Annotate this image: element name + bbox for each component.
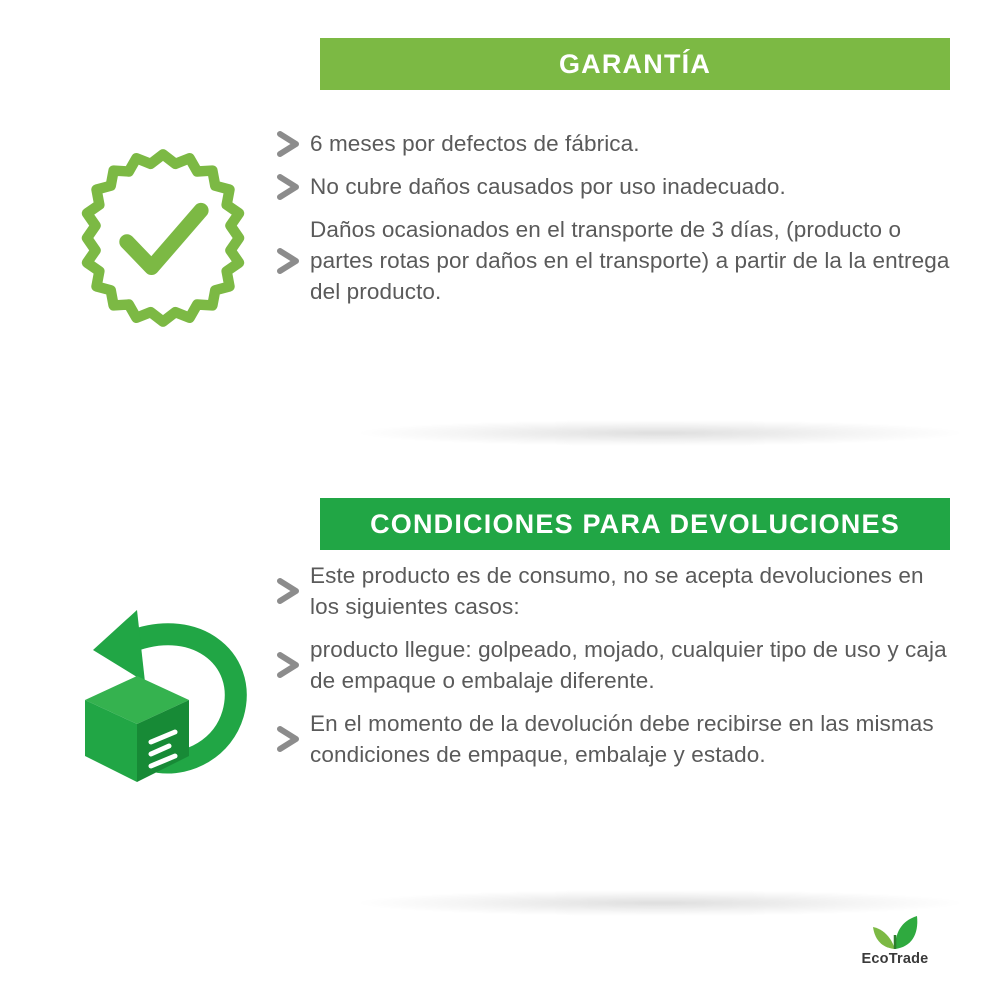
list-item <box>268 214 958 307</box>
chevron-right-icon <box>268 725 310 753</box>
chevron-right-icon <box>268 651 310 679</box>
warranty-banner <box>320 38 950 90</box>
returns-bullet-1: Este producto es de consumo, no se acepta devoluciones en los siguientes casos: <box>310 563 924 619</box>
list-item <box>268 708 958 770</box>
warranty-bullet-3: Daños ocasionados en el transporte de 3 días, (producto o partes rotas por daños en el transporte) a partir de la la entrega del producto. <box>310 217 950 304</box>
list-item <box>268 128 958 159</box>
brand-name: EcoTrade <box>861 951 929 967</box>
list-item <box>268 171 958 202</box>
warranty-bullet-2: No cubre daños causados por uso inadecuado. <box>310 174 786 199</box>
brand-logo <box>845 905 945 967</box>
return-box-icon <box>55 583 270 803</box>
leaf-icon <box>869 913 921 951</box>
chevron-right-icon <box>268 130 310 158</box>
warranty-bullet-1: 6 meses por defectos de fábrica. <box>310 131 640 156</box>
section-divider-shadow <box>360 420 960 446</box>
check-badge-icon <box>55 133 270 343</box>
returns-bullet-2: producto llegue: golpeado, mojado, cualquier tipo de uso y caja de empaque o embalaje diferente. <box>310 637 947 693</box>
warranty-bullet-list <box>268 128 958 319</box>
list-item <box>268 634 958 696</box>
returns-bullet-list <box>268 560 958 782</box>
returns-banner-title: CONDICIONES PARA DEVOLUCIONES <box>370 508 900 539</box>
list-item <box>268 560 958 622</box>
chevron-right-icon <box>268 247 310 275</box>
chevron-right-icon <box>268 577 310 605</box>
warranty-banner-title: GARANTÍA <box>558 48 712 79</box>
returns-bullet-3: En el momento de la devolución debe recibirse en las mismas condiciones de empaque, embalaje y estado. <box>310 711 934 767</box>
returns-banner <box>320 498 950 550</box>
chevron-right-icon <box>268 173 310 201</box>
